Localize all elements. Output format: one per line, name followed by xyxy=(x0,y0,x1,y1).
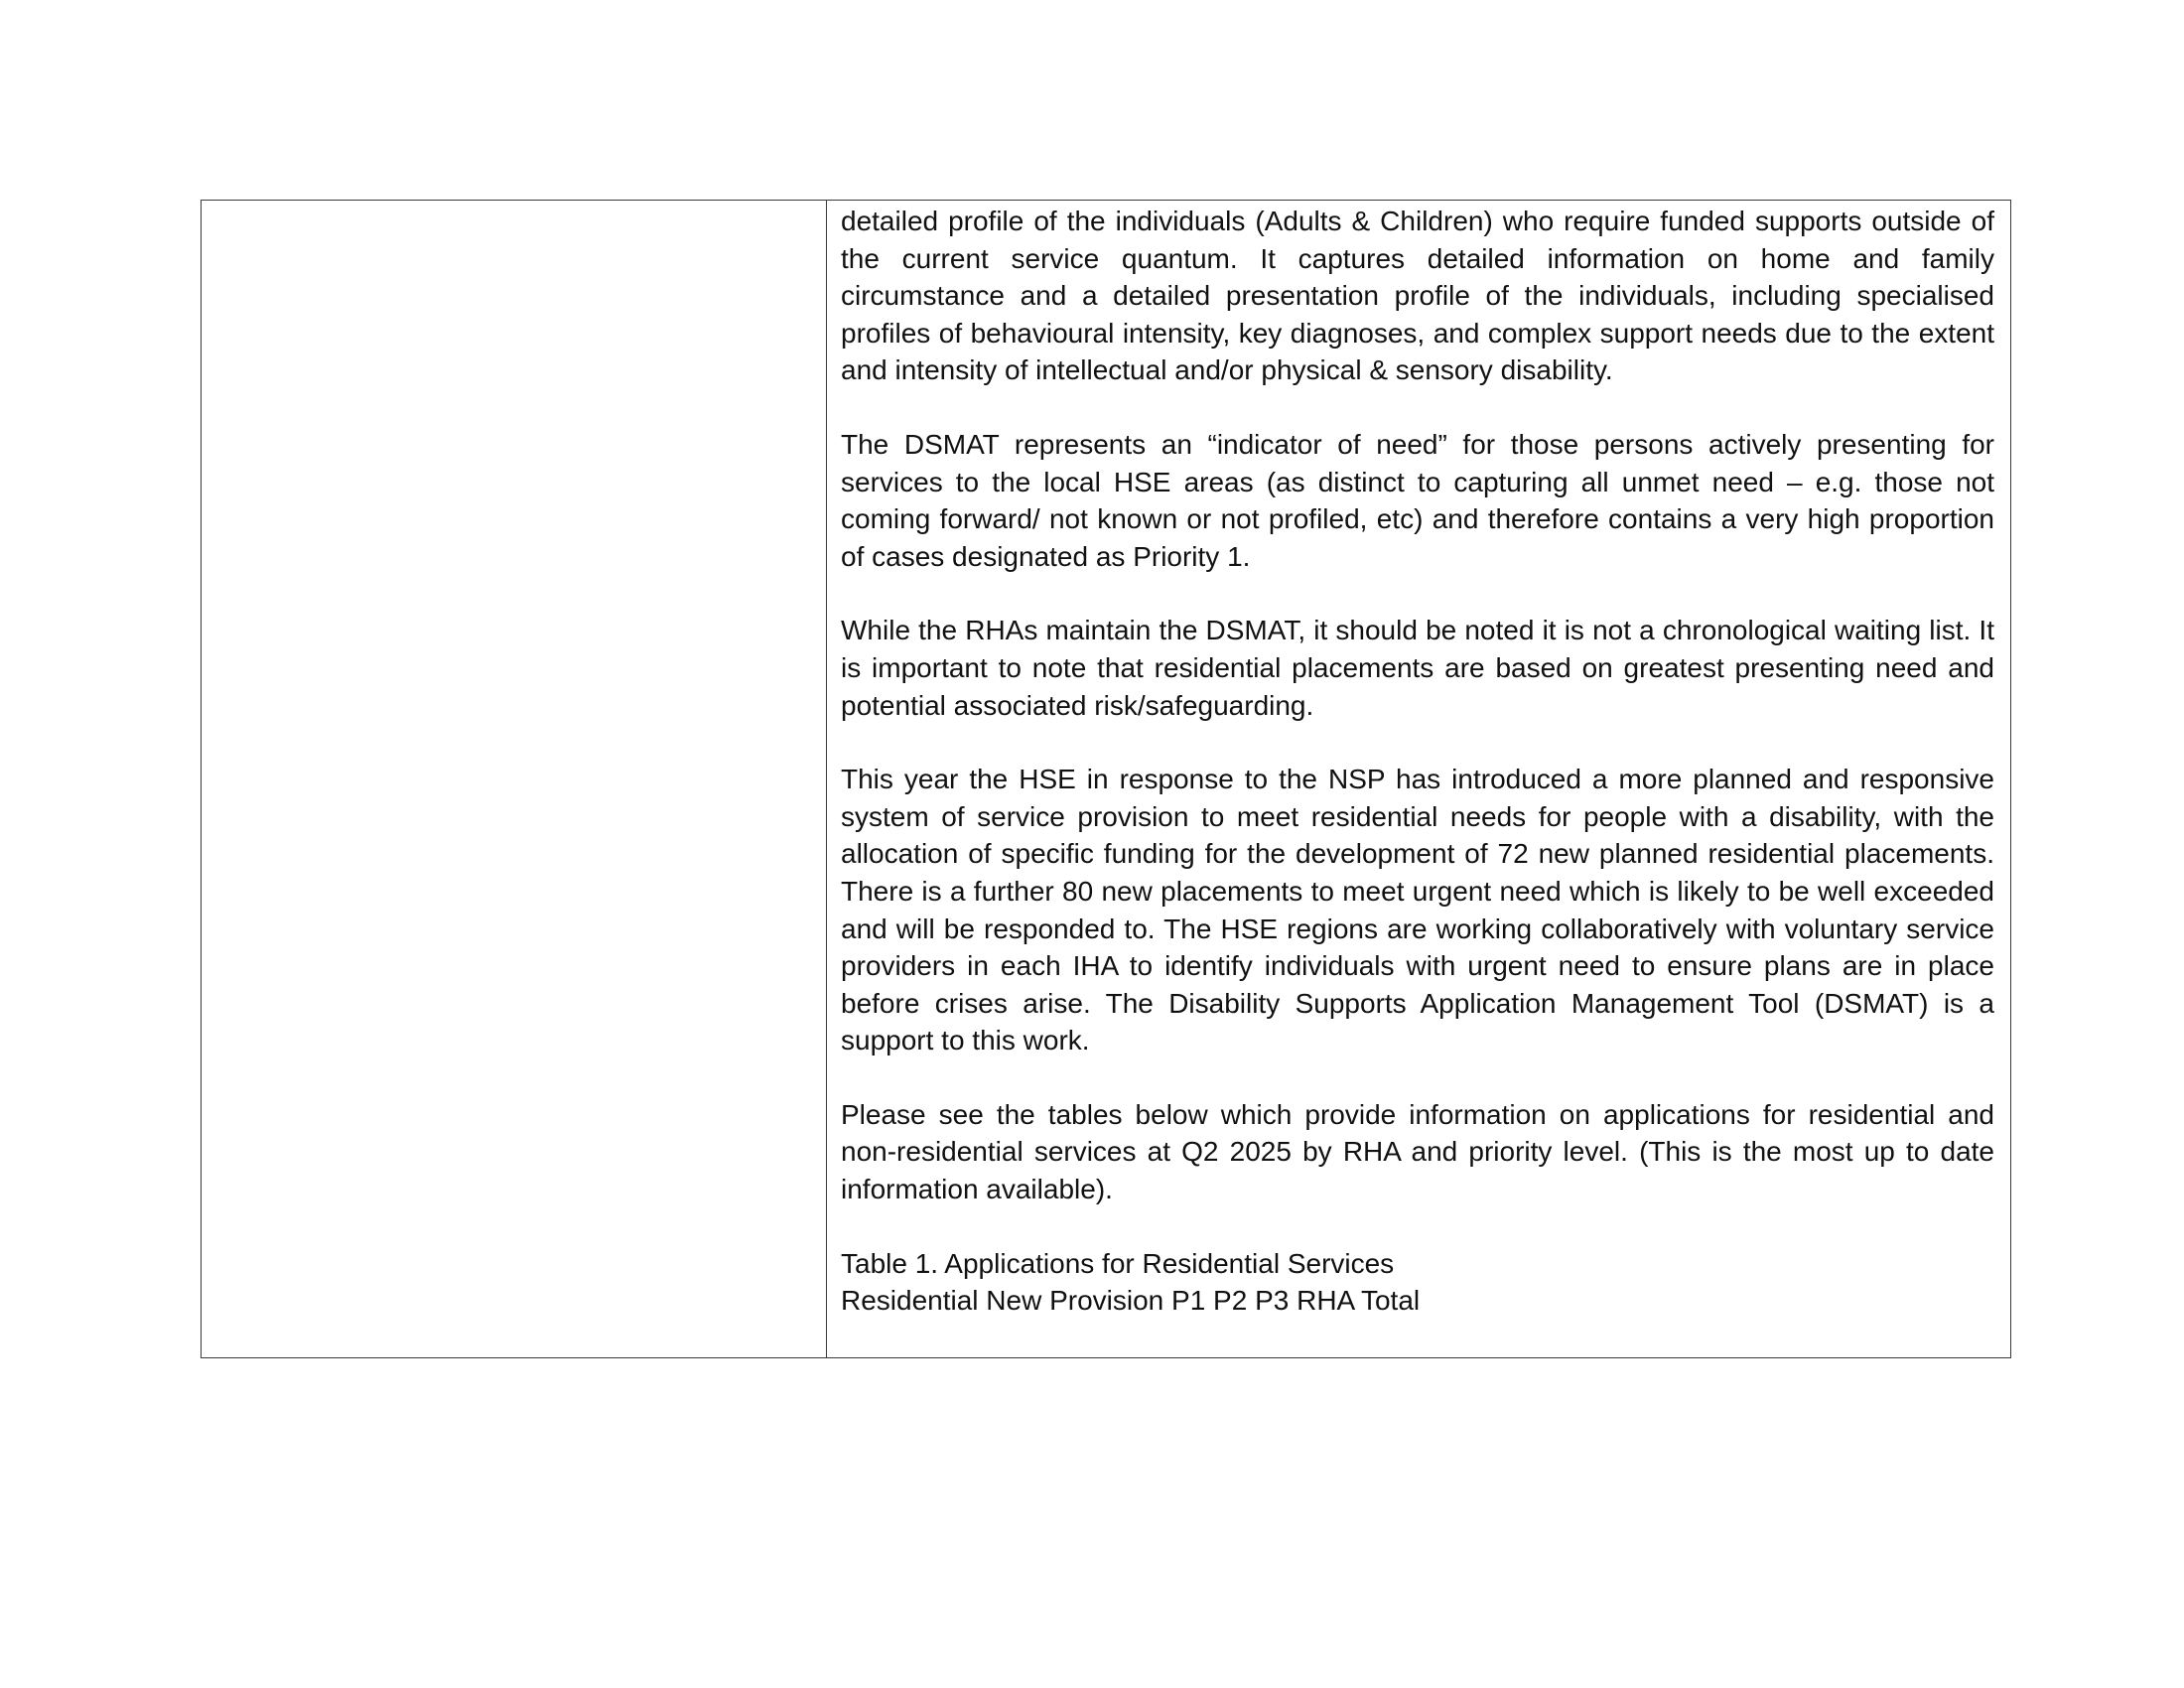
paragraph-service-provision: This year the HSE in response to the NSP has introduced a more planned and responsive system of service provision to meet residential needs for people with a disability, with the allocation of specific funding for the development of 72 new planned residential placements. There is a further 80 new placements to meet urgent need which is likely to be well exceeded and will be responded to. The HSE regions are working collaboratively with voluntary service providers in each IHA to identify individuals with urgent need to ensure plans are in place before crises arise. The Disability Supports Application Management Tool (DSMAT) is a support to this work. xyxy=(841,764,1994,1056)
paragraph-indicator-of-need: The DSMAT represents an “indicator of need” for those persons actively presenting for services to the local HSE areas (as distinct to capturing all unmet need – e.g. those not coming forward/ not known or not profiled, etc) and therefore contains a very high proportion of cases designated as Priority 1. xyxy=(841,428,1994,572)
paragraph-dsmat-profile: detailed profile of the individuals (Adults & Children) who require funded supports outside of the current service quantum. It captures detailed information on home and family circumstance and a detailed presentation profile of the individuals, including specialised profiles of behavioural intensity, key diagnoses, and complex support needs due to the extent and intensity of intellectual and/or physical & sensory disability. xyxy=(841,206,1994,386)
table-caption: Table 1. Applications for Residential Services xyxy=(841,1247,1395,1279)
paragraph-tables-intro: Please see the tables below which provide information on applications for residential and non-residential services at Q2 2025 by RHA and priority level. (This is the most up to date information available). xyxy=(841,1098,1994,1205)
left-cell xyxy=(202,201,827,1357)
right-cell xyxy=(827,201,2010,1357)
paragraph-waiting-list: While the RHAs maintain the DSMAT, it should be noted it is not a chronological waiting list. It is important to note that residential placements are based on greatest presenting need and potential associated risk/safeguarding. xyxy=(841,615,1994,721)
document-table xyxy=(201,200,2011,1358)
table-header-line: Residential New Provision P1 P2 P3 RHA Total xyxy=(841,1285,1421,1317)
